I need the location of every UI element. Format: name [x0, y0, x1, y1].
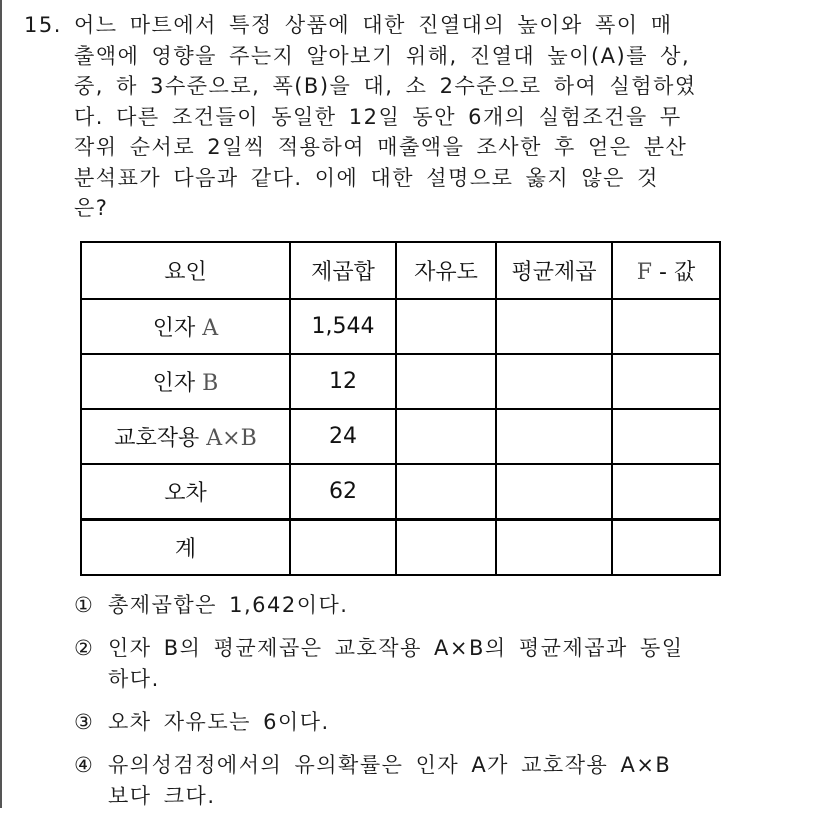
page-left-border — [0, 0, 2, 808]
factor-cell: 계 — [81, 520, 290, 576]
answer-options — [74, 590, 774, 824]
ms-cell — [496, 520, 612, 576]
stem-line: 은? — [74, 196, 109, 220]
df-cell — [396, 464, 496, 520]
header-sum-of-squares: 제곱합 — [290, 242, 396, 299]
header-factor: 요인 — [81, 242, 290, 299]
option-number: ④ — [74, 753, 95, 777]
question-number: 15. — [24, 13, 62, 37]
df-cell — [396, 299, 496, 354]
factor-cell: 오차 — [81, 464, 290, 520]
option-text: 보다 크다. — [108, 784, 216, 808]
ss-cell: 24 — [290, 409, 396, 464]
option-number: ② — [74, 636, 95, 660]
ms-cell — [496, 299, 612, 354]
table-row — [81, 299, 720, 354]
option-text: 오차 자유도는 6이다. — [108, 710, 330, 734]
f-cell — [612, 464, 720, 520]
ss-cell — [290, 520, 396, 576]
anova-table — [80, 241, 721, 576]
option-number: ① — [74, 593, 95, 617]
option-text: 하다. — [108, 667, 160, 691]
df-cell — [396, 520, 496, 576]
ms-cell — [496, 464, 612, 520]
stem-line: 분석표가 다음과 같다. 이에 대한 설명으로 옳지 않은 것 — [74, 165, 659, 190]
question-stem — [24, 10, 764, 224]
stem-line: 작위 순서로 2일씩 적용하여 매출액을 조사한 후 얻은 분산 — [74, 135, 688, 159]
option-1[interactable] — [74, 590, 774, 621]
table-row — [81, 464, 720, 520]
table-row — [81, 354, 720, 409]
option-3[interactable] — [74, 707, 774, 738]
option-2[interactable] — [74, 633, 774, 695]
f-cell — [612, 520, 720, 576]
question-15 — [24, 10, 764, 224]
f-cell — [612, 354, 720, 409]
stem-line: 다. 다른 조건들이 동일한 12일 동안 6개의 실험조건을 무 — [74, 104, 682, 129]
stem-line: 15. 어느 마트에서 특정 상품에 대한 진열대의 높이와 폭이 매 — [24, 10, 764, 41]
table-row-total — [81, 520, 720, 576]
header-mean-square: 평균제곱 — [496, 242, 612, 299]
stem-line: 중, 하 3수준으로, 폭(B)을 대, 소 2수준으로 하여 실험하였 — [74, 74, 697, 98]
df-cell — [396, 409, 496, 464]
ms-cell — [496, 409, 612, 464]
factor-cell: 인자 A — [81, 299, 290, 354]
ms-cell — [496, 354, 612, 409]
table-row — [81, 409, 720, 464]
ss-cell: 62 — [290, 464, 396, 520]
option-text: 유의성검정에서의 유의확률은 인자 A가 교호작용 A×B — [108, 753, 672, 777]
option-number: ③ — [74, 710, 95, 734]
ss-cell: 1,544 — [290, 299, 396, 354]
df-cell — [396, 354, 496, 409]
option-4[interactable] — [74, 750, 774, 812]
factor-cell: 교호작용 A×B — [81, 409, 290, 464]
table-header-row — [81, 242, 720, 299]
option-text: 인자 B의 평균제곱은 교호작용 A×B의 평균제곱과 동일 — [108, 636, 684, 660]
factor-cell: 인자 B — [81, 354, 290, 409]
header-degrees-of-freedom: 자유도 — [396, 242, 496, 299]
option-text: 총제곱합은 1,642이다. — [108, 593, 349, 617]
f-cell — [612, 409, 720, 464]
f-cell — [612, 299, 720, 354]
header-f-value: F - 값 — [612, 242, 720, 299]
stem-line: 출액에 영향을 주는지 알아보기 위해, 진열대 높이(A)를 상, — [74, 43, 691, 68]
ss-cell: 12 — [290, 354, 396, 409]
